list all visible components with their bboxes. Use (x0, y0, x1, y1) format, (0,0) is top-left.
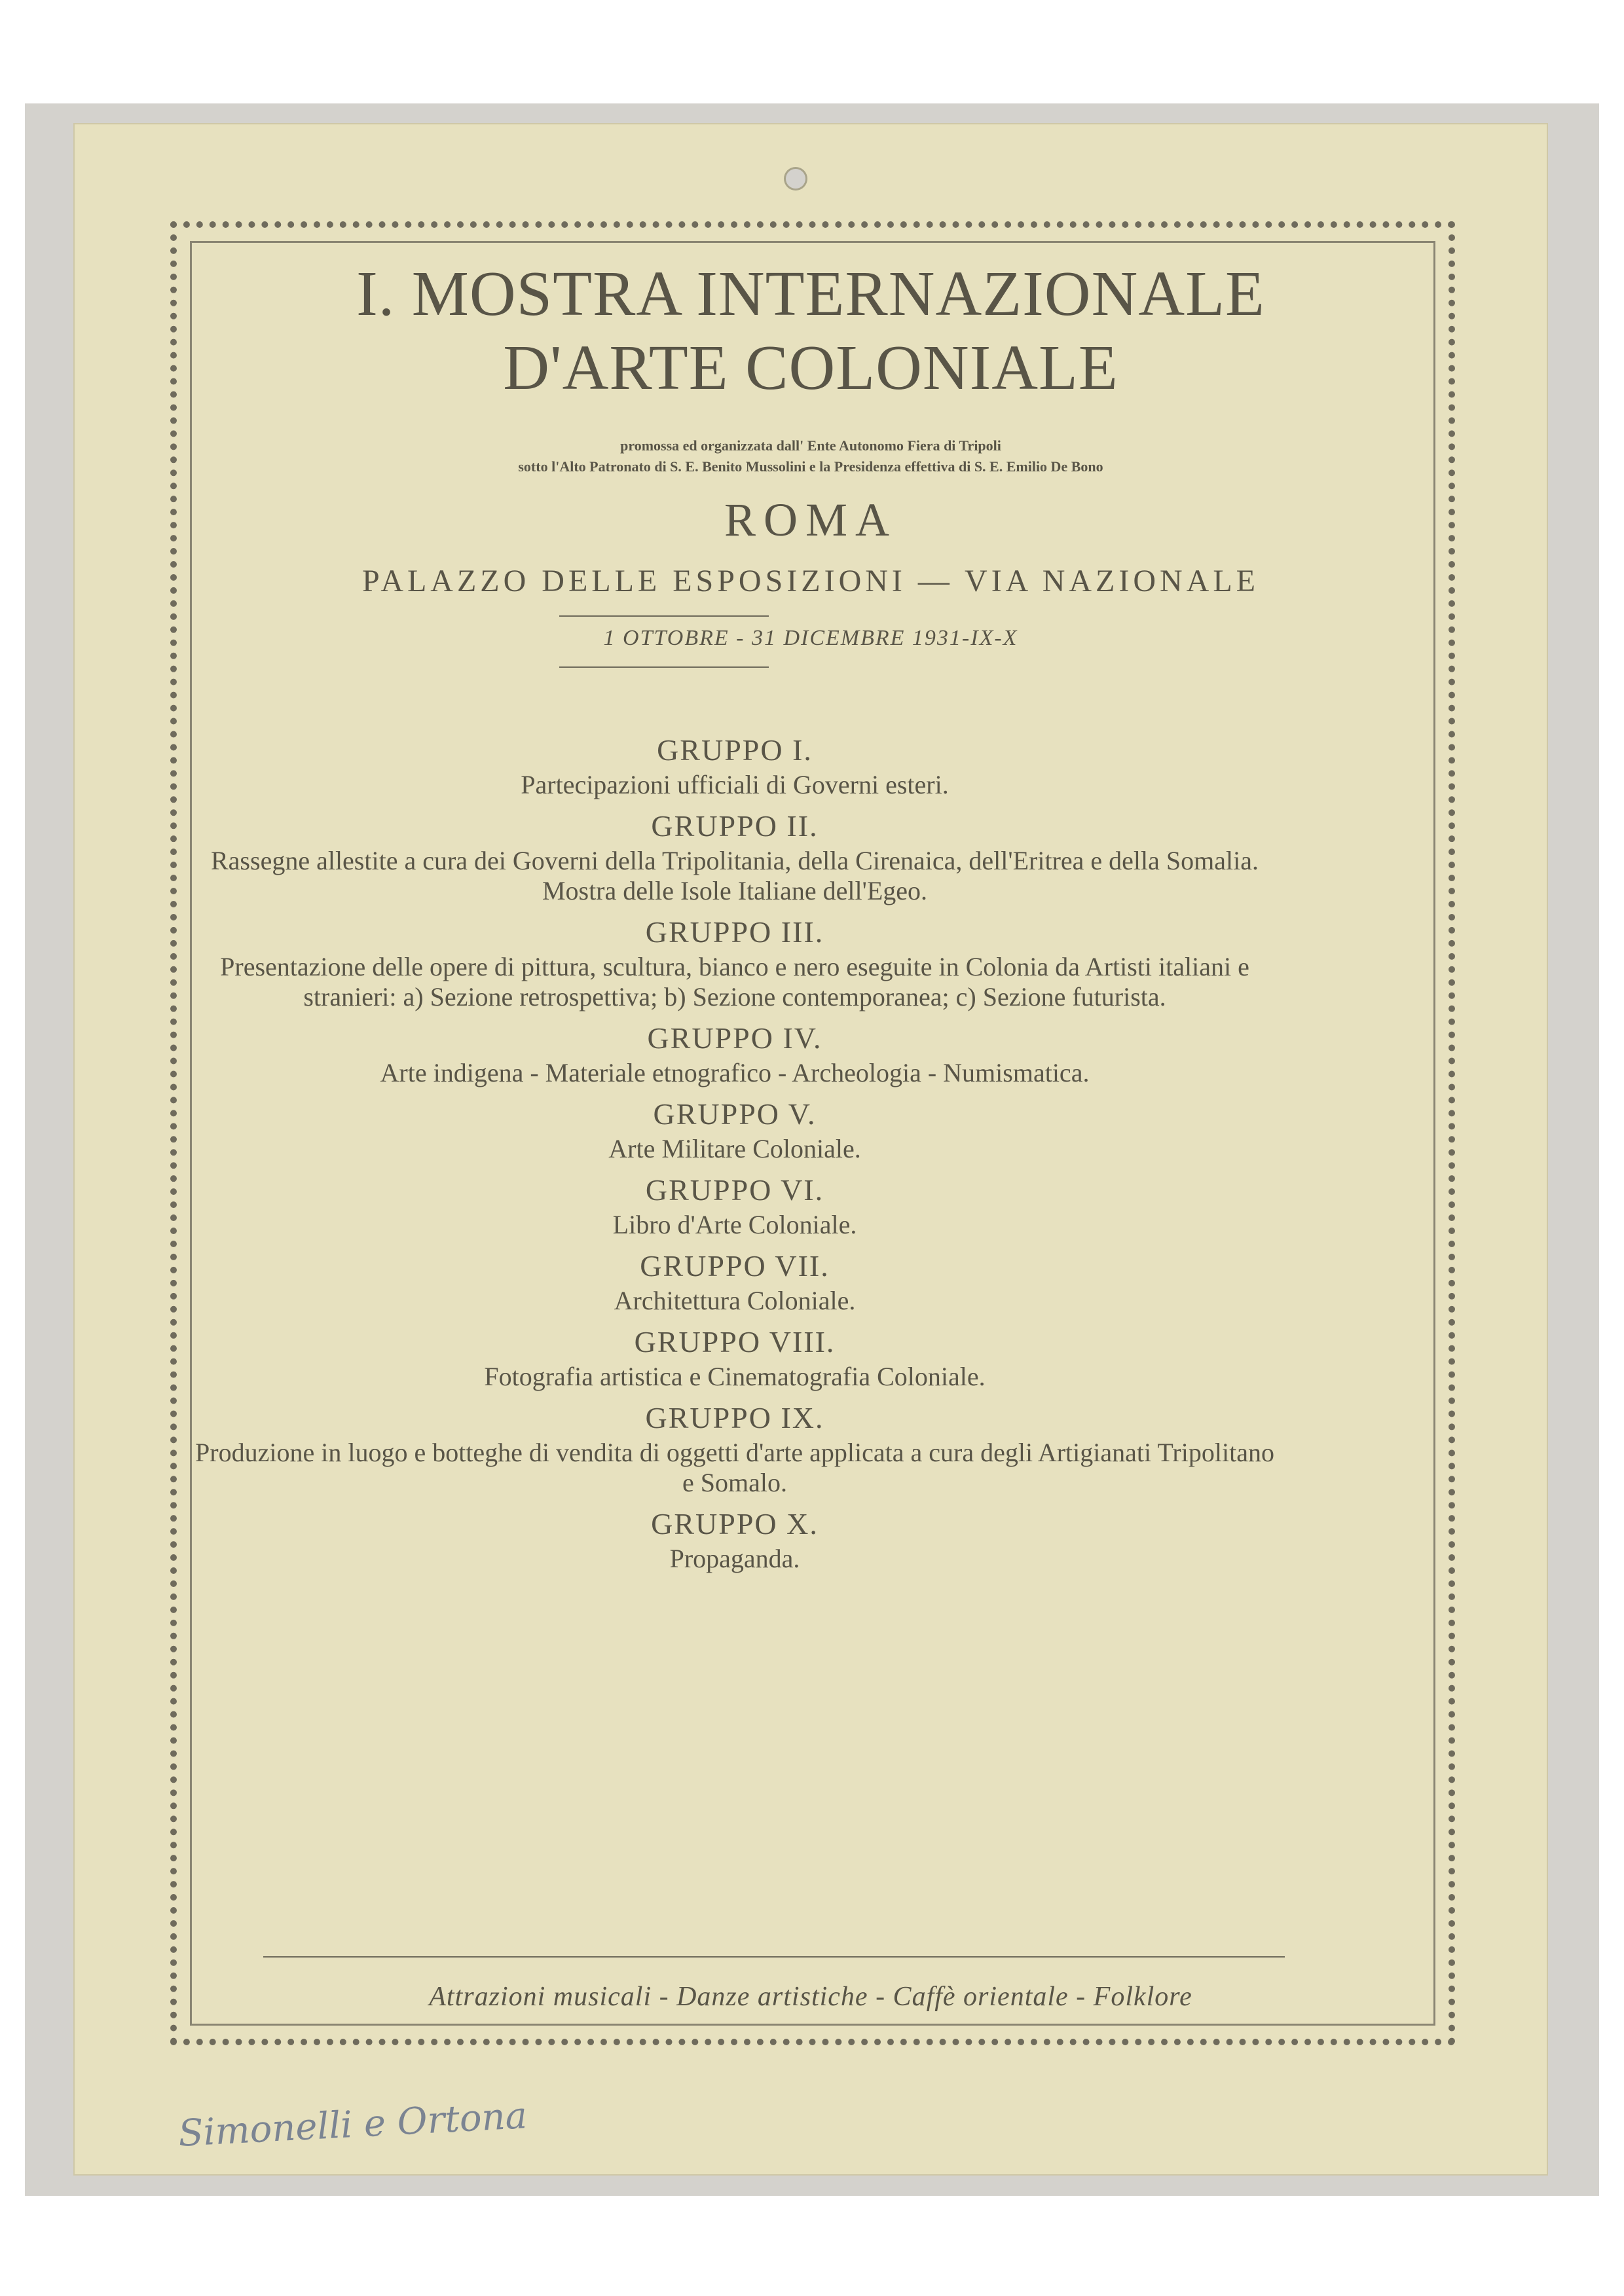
venue: PALAZZO DELLE ESPOSIZIONI — VIA NAZIONALE (362, 564, 1259, 598)
group-text: Propaganda. (669, 1544, 800, 1573)
group-text: Rassegne allestite a cura dei Governi della Tripolitania, della Cirenaica, dell'Eritrea e della Somalia. Mostra delle Isole Italiane dell'Egeo. (211, 846, 1259, 905)
group-text: Arte indigena - Materiale etnografico - Archeologia - Numismatica. (380, 1058, 1090, 1087)
promoter-line-1: promossa ed organizzata dall' Ente Autonomo Fiera di Tripoli (620, 437, 1001, 454)
group-text: Libro d'Arte Coloniale. (612, 1210, 857, 1239)
handwritten-note: Simonelli e Ortona (177, 2094, 528, 2155)
punch-hole (786, 169, 805, 189)
groups-list (191, 732, 1278, 1582)
city: ROMA (724, 494, 898, 546)
group-text: Architettura Coloniale. (614, 1286, 856, 1315)
group-title: GRUPPO III. (645, 915, 824, 949)
group-title: GRUPPO VIII. (634, 1325, 836, 1358)
group-item (191, 1324, 1278, 1392)
group-title: GRUPPO X. (651, 1507, 819, 1540)
group-text: Fotografia artistica e Cinematografia Coloniale. (484, 1362, 986, 1391)
group-title: GRUPPO VI. (645, 1173, 824, 1207)
title-line-1: I. MOSTRA INTERNAZIONALE (356, 259, 1265, 329)
group-item (191, 1506, 1278, 1574)
group-item (191, 808, 1278, 906)
group-text: Presentazione delle opere di pittura, scultura, bianco e nero eseguite in Colonia da Artisti italiani e stranieri: a) Sezione retrospettiva; b) Sezione contemporanea; c) Sezione futurista. (220, 952, 1249, 1011)
group-title: GRUPPO IX. (645, 1401, 824, 1434)
divider-bottom (559, 666, 769, 668)
group-title: GRUPPO V. (653, 1097, 817, 1131)
group-text: Partecipazioni ufficiali di Governi esteri. (521, 770, 949, 799)
group-text: Arte Militare Coloniale. (608, 1134, 861, 1163)
footer-divider (263, 1956, 1285, 1958)
group-item (191, 1096, 1278, 1164)
photo-background (25, 103, 1599, 2196)
promoter-line-2: sotto l'Alto Patronato di S. E. Benito Mussolini e la Presidenza effettiva di S. E. Emilio De Bono (518, 458, 1103, 475)
dates: 1 OTTOBRE - 31 DICEMBRE 1931-IX-X (603, 626, 1018, 650)
group-item (191, 1172, 1278, 1240)
group-title: GRUPPO II. (651, 809, 819, 843)
group-text: Produzione in luogo e botteghe di vendita di oggetti d'arte applicata a cura degli Artigianati Tripolitano e Somalo. (195, 1438, 1274, 1497)
exhibition-card (73, 123, 1548, 2176)
group-item (191, 1020, 1278, 1088)
group-title: GRUPPO VII. (640, 1249, 830, 1283)
group-title: GRUPPO IV. (647, 1021, 822, 1055)
group-item (191, 1400, 1278, 1498)
group-item (191, 1248, 1278, 1316)
group-item (191, 914, 1278, 1012)
group-title: GRUPPO I. (657, 733, 813, 767)
divider-top (559, 615, 769, 617)
title-line-2: D'ARTE COLONIALE (503, 333, 1118, 403)
footer-attractions: Attrazioni musicali - Danze artistiche - Caffè orientale - Folklore (429, 1982, 1192, 2012)
group-item (191, 732, 1278, 800)
